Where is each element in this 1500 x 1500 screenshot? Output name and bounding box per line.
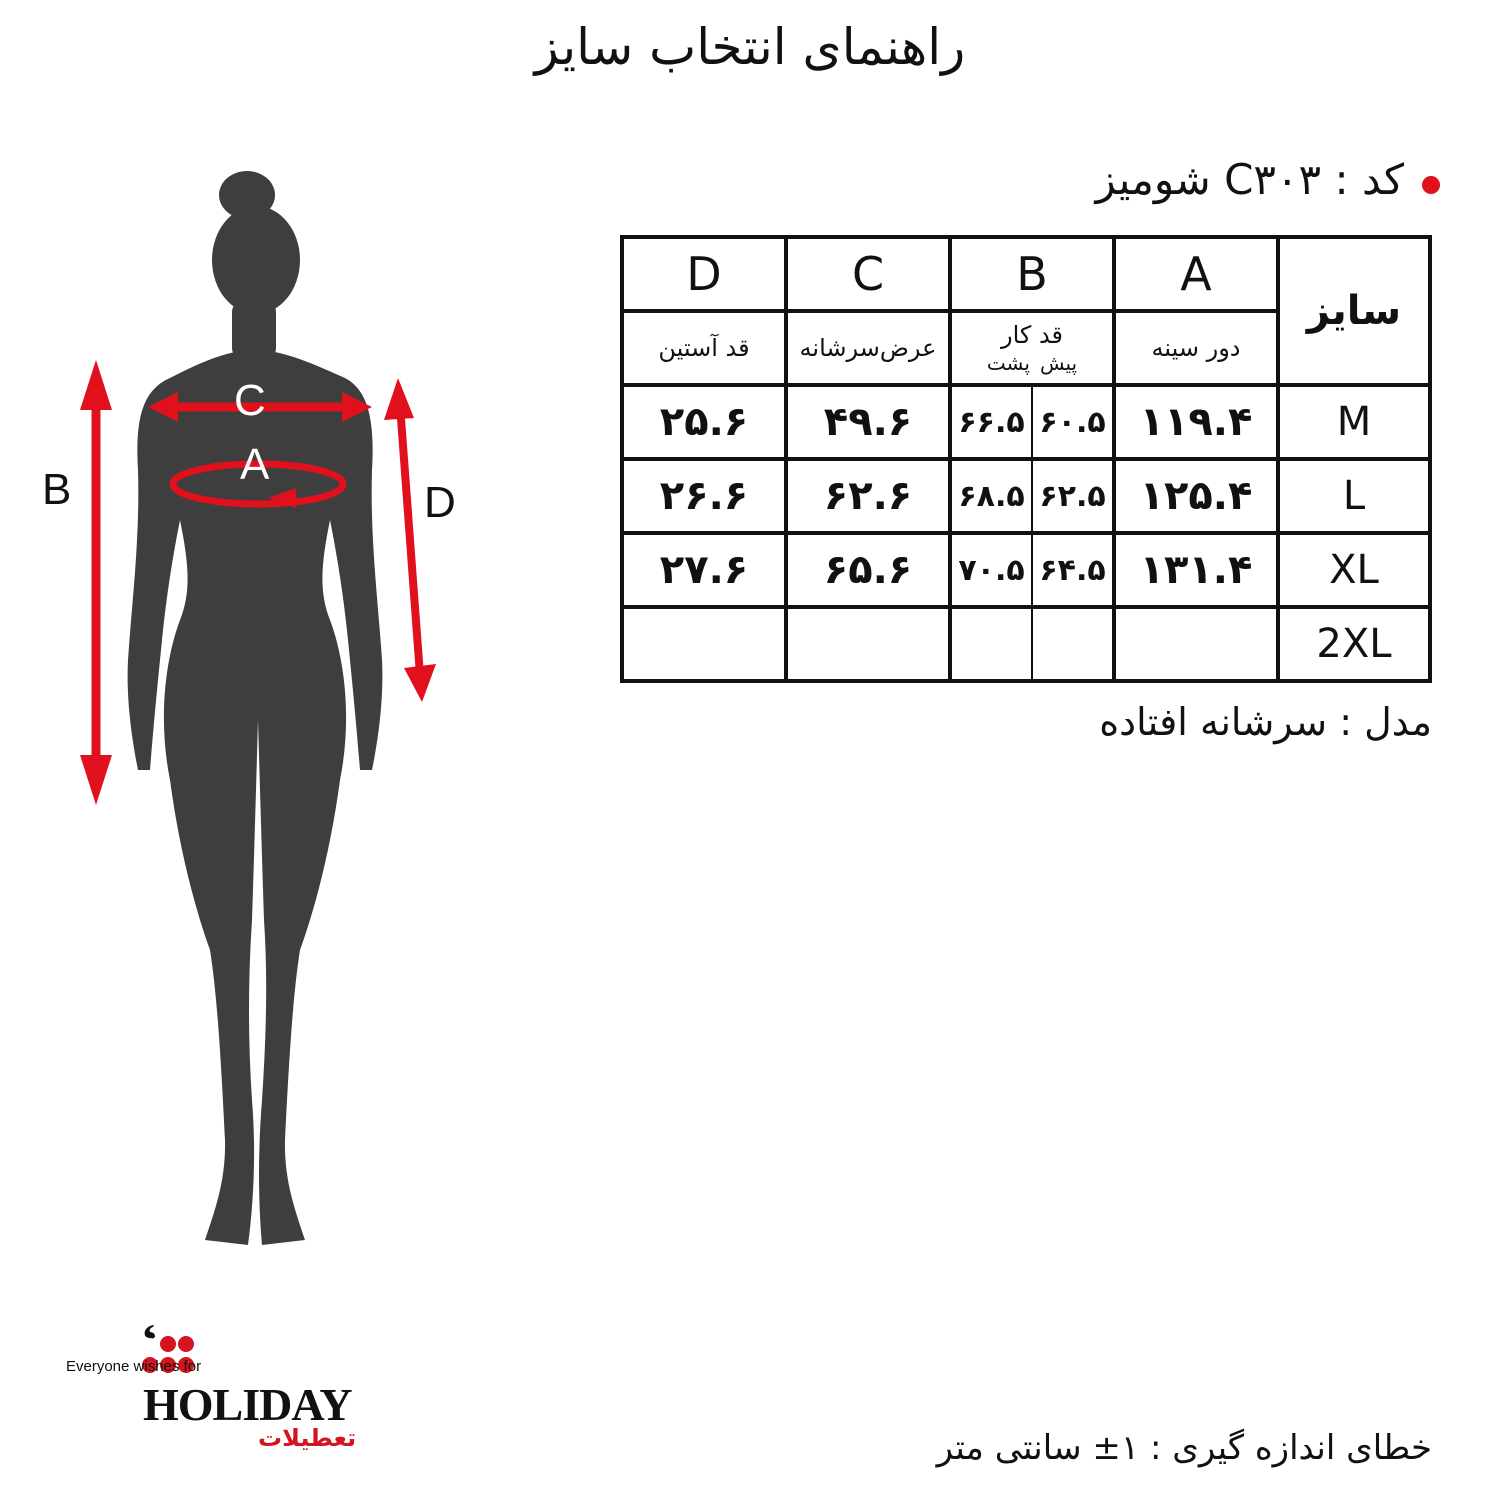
length-front-cell: ۶۰.۵: [1039, 404, 1106, 440]
page-title: راهنمای انتخاب سایز: [534, 18, 966, 76]
size-cell: XL: [1278, 533, 1430, 607]
measurement-error-note: خطای اندازه گیری : ۱± سانتی متر: [936, 1428, 1432, 1468]
length-back-cell: ۷۰.۵: [952, 535, 1033, 605]
size-table: [620, 235, 1432, 683]
chest-cell: ۱۱۹.۴: [1114, 385, 1278, 459]
header-letter-a: A: [1114, 237, 1278, 311]
product-code: [1095, 155, 1440, 204]
shoulder-cell: ۴۹.۶: [786, 385, 950, 459]
length-front-cell: ۶۴.۵: [1039, 552, 1106, 588]
header-letter-c: C: [786, 237, 950, 311]
table-row: [622, 385, 1430, 459]
sleeve-cell: ۲۶.۶: [622, 459, 786, 533]
length-cell: [950, 459, 1114, 533]
silhouette-icon: [128, 171, 383, 1245]
length-back-cell: ۶۶.۵: [952, 387, 1033, 457]
size-cell: 2XL: [1278, 607, 1430, 681]
header-length-back: پشت: [986, 351, 1030, 375]
length-cell: [950, 533, 1114, 607]
arrow-d-icon: [384, 378, 436, 702]
chest-cell: ۱۲۵.۴: [1114, 459, 1278, 533]
logo-tagline: Everyone wishes for: [66, 1358, 202, 1375]
sleeve-cell: ۲۵.۶: [622, 385, 786, 459]
sleeve-cell: [622, 607, 786, 681]
chest-cell: ۱۳۱.۴: [1114, 533, 1278, 607]
letter-header-row: [622, 237, 1430, 311]
table-row: [622, 607, 1430, 681]
length-front-cell: ۶۲.۵: [1039, 478, 1106, 514]
body-silhouette-diagram: [0, 150, 520, 1270]
header-shoulder: عرض‌سرشانه: [786, 311, 950, 385]
table-row: [622, 533, 1430, 607]
label-a: A: [240, 440, 270, 489]
length-cell: [950, 607, 1114, 681]
chest-cell: [1114, 607, 1278, 681]
shoulder-cell: ۶۵.۶: [786, 533, 950, 607]
product-code-text: کد : C۳۰۳ شومیز: [1095, 155, 1404, 204]
header-letter-b: B: [950, 237, 1114, 311]
label-d: D: [424, 478, 456, 527]
header-letter-d: D: [622, 237, 786, 311]
shoulder-cell: [786, 607, 950, 681]
length-back-cell: [952, 609, 1033, 679]
header-length: [950, 311, 1114, 385]
model-note: مدل : سرشانه افتاده: [1099, 700, 1432, 744]
bullet-icon: [1422, 176, 1440, 194]
size-header-cell: سایز: [1278, 237, 1430, 385]
header-length-label: قد کار: [1000, 321, 1064, 349]
arrow-b-icon: [80, 360, 112, 805]
size-cell: M: [1278, 385, 1430, 459]
header-chest: دور سینه: [1114, 311, 1278, 385]
label-b: B: [42, 465, 72, 514]
header-sleeve: قد آستین: [622, 311, 786, 385]
header-length-front: پیش: [1039, 351, 1078, 375]
label-c: C: [234, 376, 266, 425]
shoulder-cell: ۶۲.۶: [786, 459, 950, 533]
length-cell: [950, 385, 1114, 459]
length-back-cell: ۶۸.۵: [952, 461, 1033, 531]
logo-brand: HOLIDAY: [143, 1379, 352, 1430]
sleeve-cell: ۲۷.۶: [622, 533, 786, 607]
size-cell: L: [1278, 459, 1430, 533]
table-row: [622, 459, 1430, 533]
logo-brand-fa: تعطیلات: [258, 1424, 357, 1452]
length-front-cell: [1033, 609, 1112, 679]
